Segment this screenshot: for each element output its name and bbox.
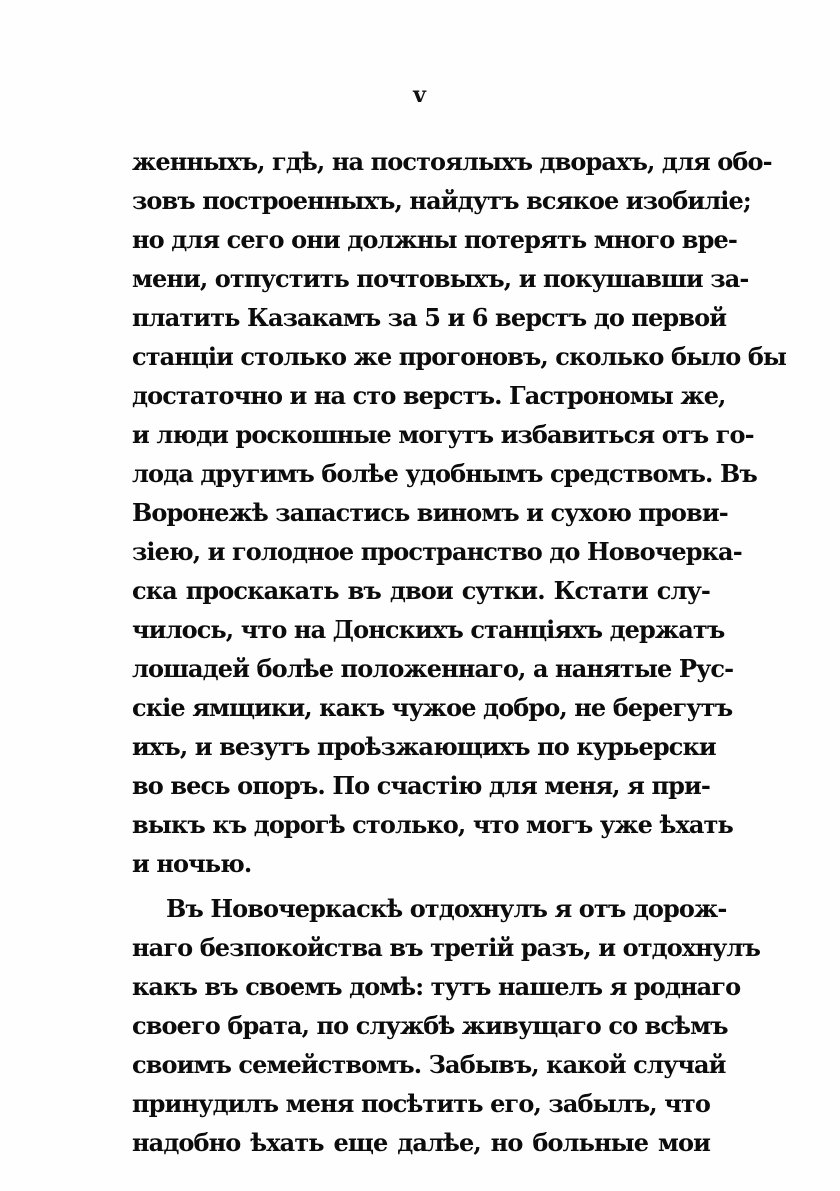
text-line: своего брата, по службѣ живущаго со всѣмъ (132, 1011, 728, 1040)
page-number: v (413, 82, 427, 108)
text-line: скіе ямщики, какъ чужое добро, не берегутъ (132, 693, 733, 722)
text-line: лода другимъ болѣе удобнымъ средствомъ. Въ (132, 459, 757, 488)
paragraph-2 (132, 889, 760, 1162)
text-line: принудилъ меня посѣтить его, забылъ, что (132, 1089, 710, 1118)
text-line: лошадей болѣе положеннаго, а нанятые Рус- (132, 654, 734, 683)
text-line: Воронежѣ запастись виномъ и сухою прови- (132, 498, 728, 527)
body-text (132, 142, 787, 1162)
text-line: и люди роскошные могутъ избавиться отъ го- (132, 420, 754, 449)
text-line: во весь опоръ. По счастію для меня, я при- (132, 771, 710, 800)
text-line: и ночью. (132, 849, 252, 878)
text-line: выкъ къ дорогѣ столько, что могъ уже ѣхать (132, 810, 733, 839)
text-line: женныхъ, гдѣ, на постоялыхъ дворахъ, для обо- (132, 147, 772, 176)
text-line: мени, отпустить почтовыхъ, и покушавши за- (132, 264, 749, 293)
text-line: зовъ построенныхъ, найдутъ всякое изобиліе; (132, 186, 751, 215)
text-line: ихъ, и везутъ проѣзжающихъ по курьерски (132, 732, 716, 761)
paragraph-1 (132, 142, 787, 883)
text-line: но для сего они должны потерять много вре- (132, 225, 737, 254)
text-line: ска проскакать въ двои сутки. Кстати слу- (132, 576, 710, 605)
text-line: какъ въ своемъ домѣ: тутъ нашелъ я роднаго (132, 972, 741, 1001)
text-line: наго безпокойства въ третій разъ, и отдохнулъ (132, 933, 760, 962)
text-line: своимъ семействомъ. Забывъ, какой случай (132, 1050, 726, 1079)
text-line: станціи столько же прогоновъ, сколько было бы (132, 342, 787, 371)
text-line: достаточно и на сто верстъ. Гастрономы же, (132, 381, 726, 410)
text-line: чилось, что на Донскихъ станціяхъ держатъ (132, 615, 725, 644)
text-line: Въ Новочеркаскѣ отдохнулъ я отъ дорож- (166, 894, 727, 923)
text-line: зіею, и голодное пространство до Новочерка- (132, 537, 742, 566)
text-line: платить Казакамъ за 5 и 6 верстъ до первой (132, 303, 727, 332)
text-line: надобно ѣхать еще далѣе, но больные мои (132, 1128, 710, 1157)
